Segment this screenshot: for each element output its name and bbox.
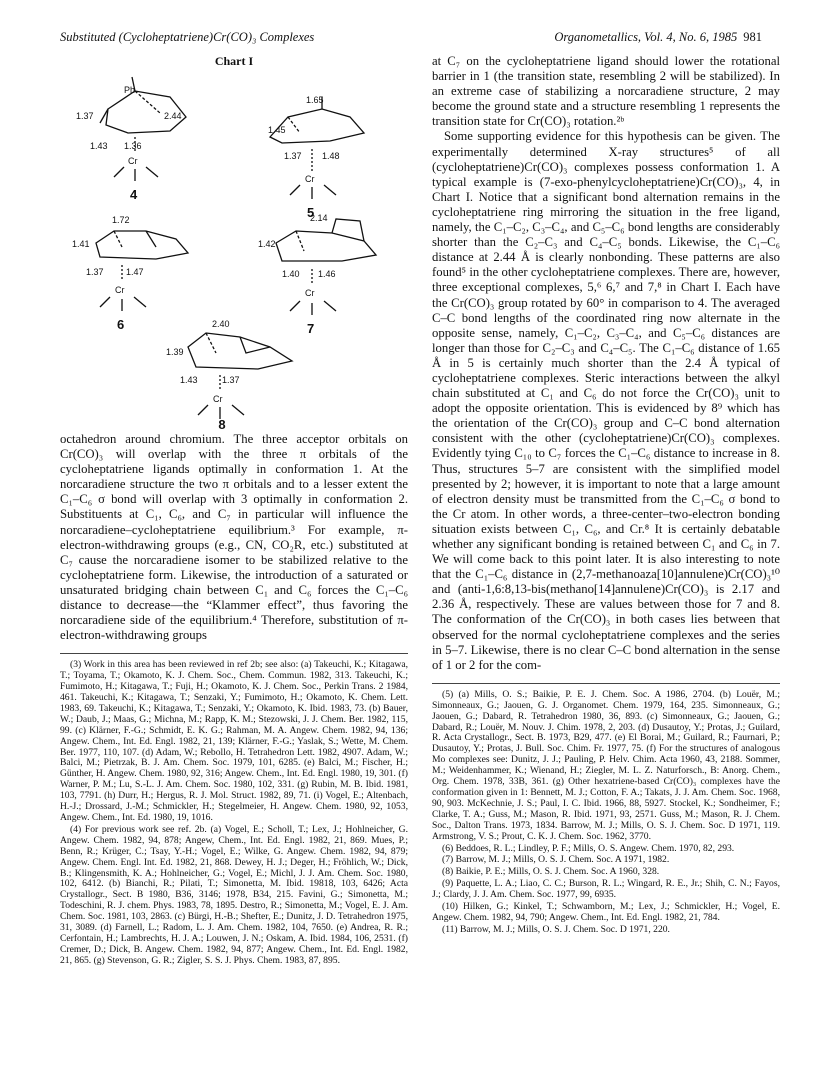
s6-bond-b: 1.41 bbox=[72, 239, 90, 249]
header-title: Substituted (Cycloheptatriene)Cr(CO)₃ Complexes bbox=[60, 30, 315, 44]
reference-8: (8) Baikie, P. E.; Mills, O. S. J. Chem. Soc. A 1960, 328. bbox=[442, 866, 660, 878]
structure-6 bbox=[72, 215, 188, 332]
reference-3: (3) Work in this area has been reviewed in ref 2b; see also: (a) Takeuchi, K.; Kitagawa, T.; Toyama, T.; Okamoto, K. J. Chem. Soc., Chem. Commun. 1982, 313. Takeuchi, K.; Fumimoto, H.; Kitagawa, T.; Fuji, H.; Okamoto, K. J. Chem. Soc., Perkin Trans. 2 1984, 461. Takeuchi, K.; Kitagawa, T.; Senzaki, Y.; Fumimoto, H.; Okamoto, K. Chem. Lett. 1983, 69. Takeuchi, K.; Kitagawa, T.; Senzaki, Y.; Okamoto, K. Ibid. 1983, 73. (b) Bauer, W.; Daub, J.; Maas, G.; Michna, M.; Rapp, K. M.; Stezowski, J. J. Chem. Ber. 1982, 115, 99. (c) Klärner, F.-G.; Schmidt, E. K. G.; Rahman, M. A. Angew. Chem. 1982, 94, 136; Angew. Chem., Int. Ed. Engl. 1982, 21, 139; Klärner, F.-G.; Yaslak, S.; Wette, M. Chem. Ber. 1977, 110, 107. (d) Adam, W.; Rebollo, H. Tetrahedron Lett. 1982, 4907. Adam, W.; Balci, M.; Pietrzak, B. J. Am. Chem. Soc. 1979, 101, 6285. (e) Balci, M.; Fischer, H.; Günther, H. Angew. Chem. 1980, 92, 316; Angew. Chem., Int. Ed. Engl. 1980, 19, 301. (f) Warner, P. M.; Lu, S.-L. J. Am. Chem. Soc. 1980, 102, 331. (g) Rubin, M. B. Ibid. 1981, 103, 7791. (h) Durr, H.; Hergus, R. J. Mol. Struct. 1982, 89, 71. (i) Vogel, E.; Altenbach, H.-J.; Drossard, J.-M.; Schmickler, H.; Stegelmeier, H. Angew. Chem. 1980, 92, 1053, Angew. Chem., Int. Ed. 1980, 19, 1016. bbox=[60, 659, 408, 823]
journal-citation: Organometallics, Vol. 4, No. 6, 1985 bbox=[554, 30, 738, 44]
s5-number: 5 bbox=[307, 205, 315, 220]
right-body bbox=[432, 54, 780, 673]
s8-bond-d: 1.37 bbox=[222, 375, 240, 385]
left-paragraph-1: octahedron around chromium. The three acceptor orbitals on Cr(CO)₃ will overlap with the three π orbitals of the cycloheptatriene ligands optimally in conformation 1. At the norcaradiene structure the two π orbitals and to a lesser extent the C₁–C₆ σ bond will overlap with 3 optimally in conformation 2. Substituents at C₁, C₆, and C₇ in particular will influence the norcaradiene–cycloheptatriene equilibrium.³ For example, π-electron-withdrawing groups (e.g., CN, CO₂R, etc.) substituted at C₇ cause the norcaradiene isomer to be stabilized relative to the cycloheptatriene form. Likewise, the introduction of a saturated or unsaturated bridging chain between C₁ and C₆ forces the C₁–C₆ distance to decrease—the “Klammer effect”, thus favoring the norcaradiene side of the equilibrium.⁴ Therefore, substitution of π-electron-withdrawing groups bbox=[60, 432, 408, 643]
s5-bond-c: 1.37 bbox=[284, 151, 302, 161]
chart-title: Chart I bbox=[214, 54, 254, 68]
right-references bbox=[432, 690, 780, 936]
s7-bond-b: 1.42 bbox=[258, 239, 276, 249]
structure-8 bbox=[166, 319, 292, 419]
header-journal bbox=[554, 30, 762, 45]
right-paragraph-2: Some supporting evidence for this hypothesis can be given. The experimentally determined X-ray structures⁵ of all (cycloheptatriene)Cr(CO)₃ complexes possess conformation 1. A typical example is (7-exo-phenylcycloheptatriene)Cr(CO)₃, 4, in Chart I. Notice that a significant bond alternation remains in the cycloheptatriene ring mirroring the situation in the free ligand, namely, the C₁–C₂, C₃–C₄, and C₅–C₆ bond lengths are considerably shorter than the C₂–C₃ and C₄–C₅ bonds. Likewise, the C₁–C₆ distance at 2.44 Å is clearly nonbonding. These patterns are also found⁵ in the other cycloheptatriene complexes. There are, however, three exceptional complexes, 5,⁶ 6,⁷ and 7,⁸ in Chart I. Each have the Cr(CO)₃ group rotated by 60° in comparison to 4. The averaged C–C bond lengths of the coordinated ring now alternate in the opposite sense, namely, C₁–C₂, C₃–C₄, and C₅–C₆ distances are longer than those for C₂–C₃ and C₄–C₅. The C₁–C₆ distance of 1.65 Å in 5 is certainly much shorter than the 2.4 Å typical of cycloheptatriene complexes. Steric interactions between the alkyl chain substituted at C₁ and C₆ do not force the Cr(CO)₃ unit to adopt the opposite orientation. This is evidenced by 8⁹ which has the orientation of the Cr(CO)₃ group and C–C bond alternation consistent with the other (cycloheptatriene)Cr(CO)₃ complexes. Evidently tying C₁₀ to C₇ forces the C₁–C₆ distance to increase in 8. Thus, structures 5–7 are consistent with the simplified model presented by 2; however, it is important to note that a large amount of electron density must be transmitted from the C₁–C₆ σ bond to the Cr atom. In other words, a three-center–two-electron bonding situation exists between C₁, C₆, and Cr.⁸ It is certainly debatable whether any significant bonding is retained between C₁ and C₆ in 7. We will come back to this point later. It is also interesting to note that the C₁–C₆ distance in (2,7-methanoaza[10]annulene)Cr(CO)₃¹⁰ and (anti-1,6:8,13-bis(methano[14]annulene)Cr(CO)₃ is 2.17 and 2.36 Å, respectively. These are values between those for 7 and 8. The conformation of the Cr(CO)₃ in both cases lies between that observed for the normal cycloheptatriene complexes and the series in 5–7. Likewise, there is no clear C–C bond alternation in the sense of 1 or 2 for the com- bbox=[432, 129, 780, 672]
chart-figure bbox=[60, 71, 408, 421]
s6-bond-d: 1.47 bbox=[126, 267, 144, 277]
structure-4 bbox=[76, 77, 186, 202]
s4-bond-d: 1.36 bbox=[124, 141, 142, 151]
left-references bbox=[60, 660, 408, 966]
s5-bond-a: 1.65 bbox=[306, 95, 324, 105]
s8-bond-a: 2.40 bbox=[212, 319, 230, 329]
reference-4: (4) For previous work see ref. 2b. (a) Vogel, E.; Scholl, T.; Lex, J.; Hohlneicher, G. Angew. Chem. 1982, 94, 878; Angew, Chem., Int. Ed. Engl. 1982, 21, 869. Mues, P.; Benn, R.; Krüger, C.; Tsay, Y.-H.; Vogel, E.; Wilke, G. Angew. Chem. 1982, 94, 879; Angew. Chem. Engl. Int. Ed. 1982, 21, 868. Dewey, H. J.; Deger, H.; Fröhlich, W.; Dick, B.; Klingensmith, K. A.; Hohlneicher, G.; Vogel, E.; Michl, J. J. Am. Chem. Soc. 1980, 102, 6412. (b) Bianchi, R.; Pilati, T.; Simonetta, M. Ibid. 19818, 103, 6426; Acta Crystallogr., Sect. B 1980, B36, 3146; 1978, B34, 215. Favini, G.; Simonetta, M.; Todeschini, R. J. chem. Phys. 1983, 78, 1895. Destro, R.; Simonetta, M.; Vogel, E. J. Am. Chem. Soc. 1981, 103, 2863. (c) Bürgi, H.-B.; Shefter, E.; Dunitz, J. D. Tetrahedron 1975, 31, 3089. (d) Farnell, L.; Radom, L. J. Am. Chem. 1982, 104, 7650. (e) Andrea, R. R.; Cerfontain, H.; Lambrechts, H. J. A.; Louwen, J. N.; Oskam, A. Ibid. 1984, 106, 2531. (f) Cremer, D.; Dick, B. Angew. Chem. 1982, 94, 877; Angew. Chem., Int. Ed. Engl. 1982, 21, 865. (g) Stevenson, G. R.; Zigler, S. S. J. Phys. Chem. 1983, 87, 895. bbox=[60, 823, 408, 966]
chemical-structures-figure bbox=[60, 71, 408, 421]
s7-cr-label: Cr bbox=[305, 288, 315, 298]
s8-bond-b: 1.39 bbox=[166, 347, 184, 357]
s7-bond-d: 1.46 bbox=[318, 269, 336, 279]
s7-bond-c: 1.40 bbox=[282, 269, 300, 279]
right-paragraph-1: at C₇ on the cycloheptatriene ligand should lower the rotational barrier in 1 (the transition state, resembling 2 will be stabilized). In an extreme case of stabilizing a norcaradiene structure, 2 may become the ground state and a structure resembling 1 represents the transition state for Cr(CO)₃ rotation.²ᵇ bbox=[432, 54, 780, 129]
s6-cr-label: Cr bbox=[115, 285, 125, 295]
left-body bbox=[60, 432, 408, 643]
running-header bbox=[60, 30, 762, 46]
s7-number: 7 bbox=[307, 321, 315, 336]
reference-9: (9) Paquette, L. A.; Liao, C. C.; Burson, R. L.; Wingard, R. E., Jr.; Shih, C. N.; Fayos, J.; Clardy, J. J. Am. Chem. Soc. 1977, 99, 6935. bbox=[432, 878, 780, 901]
reference-11: (11) Barrow, M. J.; Mills, O. S. J. Chem. Soc. D 1971, 220. bbox=[442, 923, 670, 935]
s4-number: 4 bbox=[130, 187, 138, 202]
page-number: 981 bbox=[743, 30, 762, 44]
footnote-rule-right bbox=[432, 683, 780, 684]
s8-bond-c: 1.43 bbox=[180, 375, 198, 385]
structure-5 bbox=[268, 95, 364, 220]
s4-bond-c: 1.43 bbox=[90, 141, 108, 151]
s8-cr-label: Cr bbox=[213, 394, 223, 404]
s8-number: 8 bbox=[218, 417, 226, 432]
s4-cr-label: Cr bbox=[128, 156, 138, 166]
structure-7 bbox=[258, 213, 376, 336]
left-column bbox=[60, 54, 408, 968]
s7-bond-a: 2.14 bbox=[310, 213, 328, 223]
s5-bond-d: 1.48 bbox=[322, 151, 340, 161]
s4-ph-label: Ph bbox=[124, 85, 136, 95]
reference-6: (6) Beddoes, R. L.; Lindley, P. F.; Mills, O. S. Angew. Chem. 1970, 82, 293. bbox=[442, 842, 735, 854]
s5-bond-b: 1.45 bbox=[268, 125, 286, 135]
s6-number: 6 bbox=[117, 317, 125, 332]
s5-cr-label: Cr bbox=[305, 174, 315, 184]
reference-7: (7) Barrow, M. J.; Mills, O. S. J. Chem. Soc. A 1971, 1982. bbox=[442, 854, 670, 866]
reference-5: (5) (a) Mills, O. S.; Baikie, P. E. J. Chem. Soc. A 1986, 2704. (b) Louër, M.; Simonneaux, G.; Jaouen, G. J. Organomet. Chem. 1979, 164, 235. Simonneaux, G.; Jaouen, G.; Dabard, R. Tetrahedron 1980, 36, 893. (c) Simonneaux, G.; Jaouen, G.; Dabard, R.; Louër, M. Nouv. J. Chim. 1978, 2, 203. (d) Dusautoy, Y.; Protas, J.; Guilard, R. Acta Crystallogr., Sect. B. 1973, B29, 477. (e) El Borai, M.; Guilard, R.; Faurnari, P.; Dusautoy, Y.; Protas, J. Bull. Soc. Chim. Fr. 1977, 75. (f) For the structures of analogous Mo complexes see: Dunitz, J. J.; Pauling, P. Helv. Chim. Acta 1960, 43, 2188. Sommer, M.; Weidenhammer, K.; Wienand, H.; Ziegler, M. L. Z. Naturforsch., B: Anorg. Chem., Org. Chem. 1978, 33B, 361. (g) Other hexatriene-based Cr(CO)₃ complexes have the conformation given in 1: Bennett, M. J.; Cotton, F. A.; Takats, J. J. Am. Chem. Soc. 1968, 90, 903. McKechnie, J. S.; Paul, I. C. Ibid. 1966, 88, 5927. Stockel, K.; Sondheimer, F.; Clarke, T. A.; Guss, M.; Mason, R. Ibid. 1971, 93, 2571. Guss, M.; Mason, R. J. Chem. Soc., Dalton Trans. 1973, 1834. Barrow, M. J.; Mills, O. S. J. Chem. Soc. D 1971, 119. Armstrong, V. S.; Prout, C. K. J. Chem. Soc. 1962, 3770. bbox=[432, 688, 780, 842]
s6-bond-a: 1.72 bbox=[112, 215, 130, 225]
s4-bond-b: 2.44 bbox=[164, 111, 182, 121]
reference-10: (10) Hilken, G.; Kinkel, T.; Schwamborn, M.; Lex, J.; Schmickler, H.; Vogel, E. Angew. Chem. 1982, 94, 790; Angew. Chem., Int. Ed. Engl. 1982, 21, 784. bbox=[432, 901, 780, 923]
s4-bond-a: 1.37 bbox=[76, 111, 94, 121]
right-column bbox=[432, 54, 780, 937]
s6-bond-c: 1.37 bbox=[86, 267, 104, 277]
footnote-rule bbox=[60, 653, 408, 654]
